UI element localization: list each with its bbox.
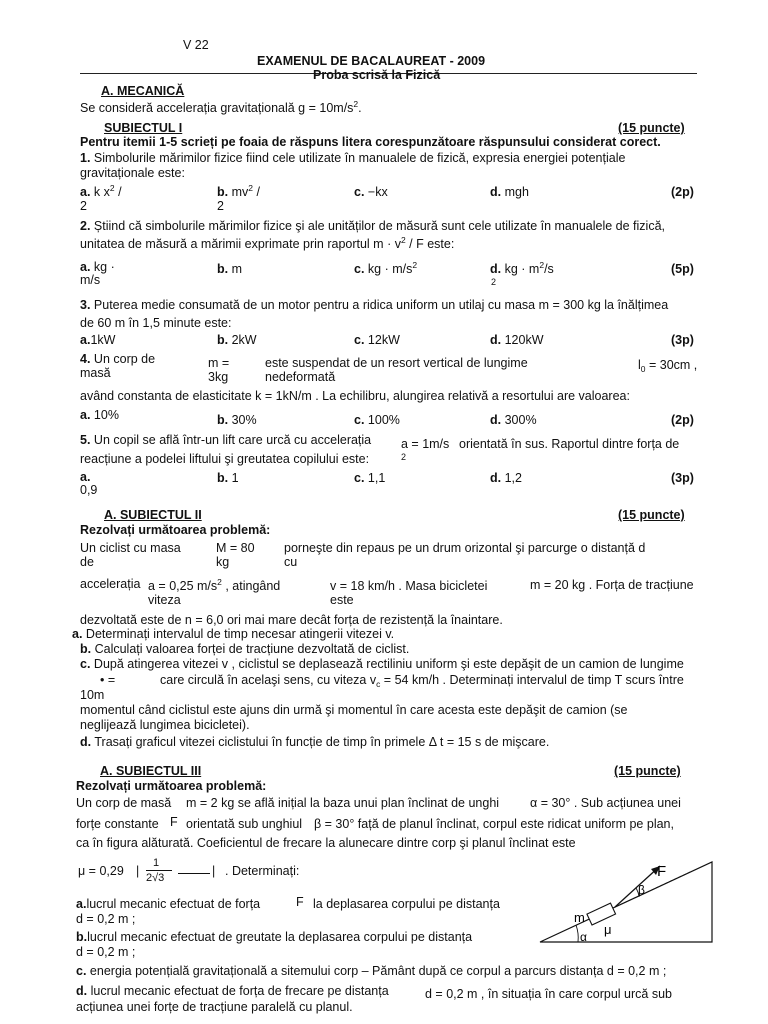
s3-item-a-cont: la deplasarea corpului pe distanța bbox=[313, 897, 500, 911]
q4-mid-bot: nedeformată bbox=[265, 370, 336, 384]
s3-text-1a: Un corp de masă bbox=[76, 796, 172, 810]
s3-text-1b: m = 2 kg se află inițial la baza unui plan înclinat de unghi bbox=[186, 796, 500, 810]
s3-mu-line bbox=[178, 873, 210, 874]
subject-3-instruction: Rezolvați următoarea problemă: bbox=[76, 779, 267, 793]
s2-item-c-cont2: momentul când ciclistul este ajuns din urmă şi momentul în care acesta este depăşit de camion (se bbox=[80, 703, 628, 717]
q4-option-d: d. 300% bbox=[490, 413, 537, 427]
s3-text-2c: β = 30° față de planul înclinat, corpul este ridicat uniform pe plan, bbox=[314, 817, 674, 831]
q5-option-c: c. 1,1 bbox=[354, 471, 386, 485]
q3-stem: 3. Puterea medie consumată de un motor pentru a ridica uniform un utilaj cu masa m = 300 kg la înălțimea bbox=[80, 298, 669, 312]
s3-item-d-cont2: acțiunea unei forțe de tracțiune paralelă cu planul. bbox=[76, 1000, 353, 1014]
q1-score: (2p) bbox=[671, 185, 694, 199]
figure-label-m: m bbox=[574, 910, 585, 925]
s3-item-b-dist: d = 0,2 m ; bbox=[76, 945, 136, 959]
s2-mass-unit: kg bbox=[216, 555, 230, 569]
s2-acc: a = 0,25 $m/s^2$ , atingând bbox=[148, 577, 281, 593]
q3-stem-cont: de 60 m în 1,5 minute este: bbox=[80, 316, 232, 330]
s2-mass: M = 80 bbox=[216, 541, 255, 555]
subject-2-title: A. SUBIECTUL II bbox=[104, 508, 202, 522]
subject-2-instruction: Rezolvați următoarea problemă: bbox=[80, 523, 271, 537]
s3-item-c: c. energia potențială gravitațională a sitemului corp – Pământ după ce corpul a parcurs distanța d = 0,2 m ; bbox=[76, 964, 667, 978]
q4-l0: $l_0 = 30cm$ , bbox=[638, 358, 698, 374]
s2-item-c-len: 10m bbox=[80, 688, 105, 702]
subject-3-title: A. SUBIECTUL III bbox=[100, 764, 202, 778]
figure-label-alpha: α bbox=[580, 930, 587, 944]
q2-option-a-cont: m/s bbox=[80, 273, 101, 287]
s3-mu-bar-left: | bbox=[136, 864, 140, 878]
q5-stem-cont: reacțiune a podelei liftului şi greutatea copilului este: bbox=[80, 452, 370, 466]
q4-stem: 4. Un corp de bbox=[80, 352, 156, 366]
version-label: V 22 bbox=[183, 38, 209, 52]
figure-label-F: F bbox=[657, 863, 667, 880]
s2-acc-2: viteza bbox=[148, 593, 181, 607]
q2-score: (5p) bbox=[671, 262, 694, 276]
s2-text-2a: accelerația bbox=[80, 577, 141, 591]
alpha-arc bbox=[576, 925, 578, 942]
q1-stem-cont: gravitaționale este: bbox=[80, 166, 185, 180]
subject-1-instruction: Pentru itemii 1-5 scrieți pe foaia de răspuns litera corespunzătoare răspunsului considerat corect. bbox=[80, 135, 661, 149]
s2-item-c: c. După atingerea vitezei v , ciclistul se deplasează rectiliniu uniform şi este depăşit de un camion de lungime bbox=[80, 657, 684, 671]
figure-label-mu: μ bbox=[604, 922, 612, 937]
s2-speed-2: este bbox=[330, 593, 354, 607]
q5-option-d: d. 1,2 bbox=[490, 471, 522, 485]
q1-option-a: a. k $x^2$ / bbox=[80, 183, 122, 199]
s3-mu-denominator: 2√3 bbox=[146, 872, 165, 884]
q2-option-a: a. kg · bbox=[80, 260, 115, 274]
s3-force-symbol: F bbox=[170, 815, 178, 829]
q4-option-a: a. 10% bbox=[80, 408, 119, 422]
s3-item-a: a.lucrul mecanic efectuat de forța bbox=[76, 897, 261, 911]
s2-text-3: dezvoltată este de n = 6,0 ori mai mare decât forța de rezistență la înaintare. bbox=[80, 613, 503, 627]
gravity-note: Se consideră accelerația gravitațională $g = 10m/s^2$. bbox=[80, 99, 362, 115]
s3-text-1c: α = 30° . Sub acțiunea unei bbox=[530, 796, 681, 810]
s3-text-3: ca în figura alăturată. Coeficientul de frecare la alunecare dintre corp şi planul înclinat este bbox=[76, 836, 576, 850]
figure-label-beta: β bbox=[638, 883, 645, 897]
s2-text-1b: porneşte din repaus pe un drum orizontal şi parcurge o distanță d bbox=[284, 541, 646, 555]
q4-mass-bot: 3kg bbox=[208, 370, 229, 384]
q5-option-a: a. bbox=[80, 470, 91, 484]
q4-option-c: c. 100% bbox=[354, 413, 400, 427]
q3-option-a: a.1kW bbox=[80, 333, 116, 347]
s2-text-1a: Un ciclist cu masa bbox=[80, 541, 181, 555]
q4-stem-b: masă bbox=[80, 366, 111, 380]
subject-1-title: SUBIECTUL I bbox=[104, 121, 183, 135]
q5-option-b: b. 1 bbox=[217, 471, 239, 485]
q1-option-c: c. −kx bbox=[354, 185, 388, 199]
s3-determinati: . Determinați: bbox=[225, 864, 300, 878]
subject-1-points: (15 puncte) bbox=[618, 121, 685, 135]
s3-item-b: b.lucrul mecanic efectuat de greutate la deplasarea corpului pe distanța bbox=[76, 930, 473, 944]
s2-text-1a2: de bbox=[80, 555, 94, 569]
section-title: A. MECANICĂ bbox=[101, 84, 185, 98]
s3-mu-bar-right: | bbox=[212, 864, 216, 878]
plane-direction-dashed bbox=[615, 872, 690, 907]
q5-stem: 5. Un copil se află într-un lift care urcă cu accelerația bbox=[80, 433, 372, 447]
s2-speed: v = 18 km/h . Masa bicicletei bbox=[330, 579, 488, 593]
s2-item-c-cont: care circulă în acelaşi sens, cu viteza $v_c = 54$ km/h . Determinați intervalul de timp T scurs între bbox=[160, 673, 684, 689]
q2-option-c: c. kg · $m/s^2$ bbox=[354, 260, 418, 276]
q2-option-b: b. m bbox=[217, 262, 243, 276]
q5-score: (3p) bbox=[671, 471, 694, 485]
subject-3-points: (15 puncte) bbox=[614, 764, 681, 778]
s2-item-a: a. Determinați intervalul de timp necesar atingerii vitezei v. bbox=[72, 627, 395, 641]
q4-score: (2p) bbox=[671, 413, 694, 427]
s2-item-d: d. Trasați graficul vitezei ciclistului în funcție de timp în primele Δ t = 15 s de mişcare. bbox=[80, 735, 550, 749]
q3-option-b: b. 2kW bbox=[217, 333, 257, 347]
q5-acc: a = 1m/s bbox=[401, 437, 450, 451]
q1-option-d: d. mgh bbox=[490, 185, 529, 199]
q3-option-c: c. 12kW bbox=[354, 333, 400, 347]
s3-mu-value: μ = 0,29 bbox=[78, 864, 124, 878]
q2-stem: 2. Știind că simbolurile mărimilor fizice şi ale unităților de măsură sunt cele utilizate în manualele de fizică, bbox=[80, 219, 666, 233]
q2-option-d-under: 2 bbox=[491, 277, 497, 287]
q5-option-a-val: 0,9 bbox=[80, 483, 98, 497]
q4-option-b: b. 30% bbox=[217, 413, 257, 427]
s3-item-d-cont: d = 0,2 m , în situația în care corpul urcă sub bbox=[425, 987, 673, 1001]
q4-stem-cont: având constanta de elasticitate k = 1kN/m . La echilibru, alungirea relativă a resortului are valoarea: bbox=[80, 389, 630, 403]
q3-score: (3p) bbox=[671, 333, 694, 347]
q2-stem-cont: unitatea de măsură a mărimii exprimate prin raportul $m \cdot v^2 / F$ este: bbox=[80, 235, 455, 251]
q5-stem-b: orientată în sus. Raportul dintre forța de bbox=[459, 437, 680, 451]
subject-2-points: (15 puncte) bbox=[618, 508, 685, 522]
s3-item-a-force: F bbox=[296, 895, 304, 909]
q1-option-b: b. $mv^2$ / bbox=[217, 183, 260, 199]
q1-stem: 1. Simbolurile mărimilor fizice fiind cele utilizate în manualele de fizică, expresia energiei potențiale bbox=[80, 151, 626, 165]
q4-mid-top: este suspendat de un resort vertical de lungime bbox=[265, 356, 528, 370]
s2-bike-mass: m = 20 kg . Forța de tracțiune bbox=[530, 578, 694, 592]
exam-title: EXAMENUL DE BACALAUREAT - 2009 bbox=[257, 54, 486, 68]
q2-option-d: d. kg · $m^2/s$ bbox=[490, 260, 554, 276]
s2-item-c-bullet: • = bbox=[100, 673, 116, 687]
s2-text-1b2: cu bbox=[284, 555, 298, 569]
s3-item-d: d. lucrul mecanic efectuat de forța de frecare pe distanța bbox=[76, 984, 389, 998]
s3-item-a-dist: d = 0,2 m ; bbox=[76, 912, 136, 926]
s2-item-c-cont3: neglijează lungimea bicicletei). bbox=[80, 718, 250, 732]
q1-option-a-den: 2 bbox=[80, 199, 87, 213]
q5-acc-under: 2 bbox=[401, 452, 407, 462]
q4-mass-top: m = bbox=[208, 356, 230, 370]
q1-option-b-den: 2 bbox=[217, 199, 224, 213]
q3-option-d: d. 120kW bbox=[490, 333, 544, 347]
s3-mu-numerator: 1 bbox=[153, 857, 160, 869]
s3-text-2b: orientată sub unghiul bbox=[186, 817, 303, 831]
inclined-plane-figure bbox=[530, 850, 720, 950]
exam-subtitle: Proba scrisă la Fizică bbox=[313, 68, 441, 82]
s2-item-b: b. Calculați valoarea forței de tracțiune dezvoltată de ciclist. bbox=[80, 642, 410, 656]
s3-text-2a: forțe constante bbox=[76, 817, 159, 831]
